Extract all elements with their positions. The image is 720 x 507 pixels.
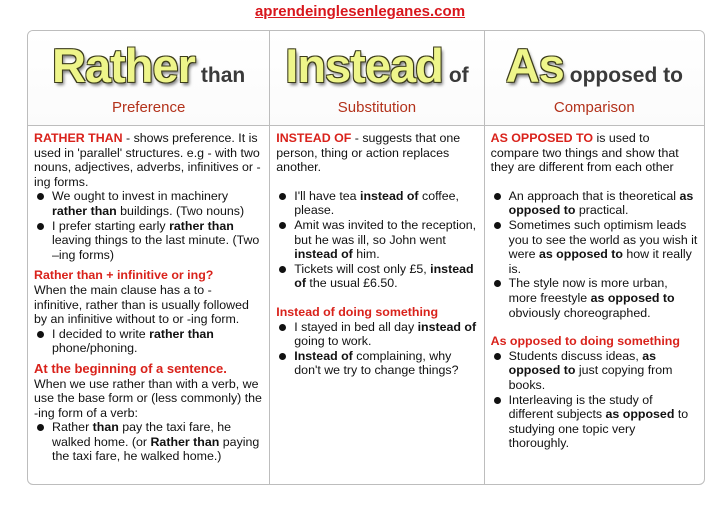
list-item: Instead of complaining, why don't we try to change things? [276, 349, 477, 378]
example-list [34, 327, 263, 356]
title-secondary: of [448, 64, 469, 87]
example-list [276, 320, 477, 378]
intro-text: - suggests that one person, thing or action replaces another. [276, 131, 461, 175]
section-text: When the main clause has a to - infinitive, rather than is usually followed by an infinitive without to or -ing form. [34, 282, 249, 327]
column-header [485, 31, 704, 126]
list-item: The style now is more urban, more freestyle as opposed to obviously choreographed. [491, 276, 698, 320]
list-item: An approach that is theoretical as opposed to practical. [491, 189, 698, 218]
column-subtitle: Preference [111, 99, 186, 116]
intro-paragraph [491, 131, 698, 175]
list-item: Students discuss ideas, as opposed to just copying from books. [491, 349, 698, 393]
intro-term: AS OPPOSED TO [490, 131, 594, 145]
title-main: Rather [52, 39, 195, 92]
list-item: Interleaving is the study of different subjects as opposed to studying one topic very thoroughly. [491, 393, 698, 451]
title-secondary: opposed to [569, 64, 683, 87]
list-item: We ought to invest in machinery rather than buildings. (Two nouns) [34, 189, 263, 218]
list-item: Tickets will cost only £5, instead of the usual £6.50. [276, 262, 477, 291]
comparison-table [27, 30, 705, 485]
list-item: Rather than pay the taxi fare, he walked home. (or Rather than paying the taxi fare, he walked home.) [34, 420, 263, 464]
column-body [485, 126, 704, 451]
column-instead-of [270, 31, 484, 484]
intro-term: INSTEAD OF [276, 131, 352, 145]
site-link[interactable]: aprendeinglesenleganes.com [254, 3, 466, 20]
example-list [491, 349, 698, 451]
column-body [28, 126, 269, 464]
section-title: At the beginning of a sentence. [34, 360, 227, 376]
example-list [491, 189, 698, 320]
column-body [270, 126, 483, 378]
section-text: When we use rather than with a verb, we use the base form or (less commonly) the -ing form of a verb: [34, 376, 262, 420]
section-title: Instead of doing something [276, 304, 439, 319]
column-rather-than [28, 31, 270, 484]
column-header [28, 31, 269, 126]
intro-text: is used to compare two things and show that they are different from each other [490, 131, 679, 175]
column-as-opposed-to [485, 31, 704, 484]
intro-text: - shows preference. It is used in 'parallel' structures. e.g - with two nouns, adjectives, adverbs, infinitives or -ing forms. [34, 131, 261, 189]
list-item: I stayed in bed all day instead of going to work. [276, 320, 477, 349]
column-header [270, 31, 483, 126]
list-item: I'll have tea instead of coffee, please. [276, 189, 477, 218]
intro-term: RATHER THAN [34, 131, 123, 145]
example-list [34, 189, 263, 262]
example-list [34, 420, 263, 464]
section-title: As opposed to doing something [490, 334, 680, 349]
list-item: Sometimes such optimism leads you to see the world as you wish it were as opposed to how it really is. [491, 218, 698, 276]
list-item: Amit was invited to the reception, but he was ill, so John went instead of him. [276, 218, 477, 262]
title-main: As [505, 39, 564, 92]
example-list [276, 189, 477, 291]
intro-paragraph [34, 131, 263, 189]
title-secondary: than [200, 64, 246, 87]
intro-paragraph [276, 131, 477, 175]
column-subtitle: Substitution [337, 99, 417, 116]
section-title: Rather than + infinitive or ing? [34, 268, 214, 283]
list-item: I prefer starting early rather than leaving things to the last minute. (Two –ing forms) [34, 219, 263, 263]
list-item: I decided to write rather than phone/phoning. [34, 327, 263, 356]
column-subtitle: Comparison [553, 99, 635, 116]
title-main: Instead [285, 39, 443, 92]
